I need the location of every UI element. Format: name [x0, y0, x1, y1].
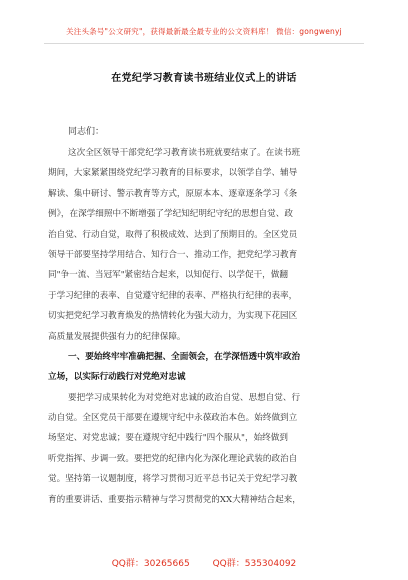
section-heading-line: 一、要始终牢牢准确把握、全面领会，在学深悟透中筑牢政治	[68, 351, 301, 362]
paragraph-line: 领导干部要坚持学用结合、知行合一、推动工作，把党纪学习教育	[48, 249, 298, 260]
paragraph-line: 动自觉。全区党员干部要在遵规守纪中永葆政治本色。始终做到立	[48, 413, 298, 424]
header-divider	[44, 43, 364, 44]
paragraph-line: 育的重要讲话、重要指示精神与学习贯彻党的XX大精神结合起来，	[48, 494, 301, 505]
paragraph-line: 高质量发展提供强有力的纪律保障。	[48, 331, 186, 342]
qq-group-1: QQ群：30265665	[111, 559, 190, 569]
document-title: 在党纪学习教育读书班结业仪式上的讲话	[111, 73, 297, 84]
section-heading-line: 立场，以实际行动践行对党绝对忠诚	[48, 372, 186, 383]
paragraph-line: 觉。坚持第一议题制度，将学习贯彻习近平总书记关于党纪学习教	[48, 474, 298, 485]
paragraph-line: 切实把党纪学习教育焕发的热情转化为强大动力，为实现下花园区	[48, 311, 298, 322]
salutation: 同志们：	[68, 127, 105, 137]
paragraph-line: 于学习纪律的表率、自觉遵守纪律的表率、严格执行纪律的表率，	[48, 290, 298, 301]
footer-contact	[0, 556, 408, 569]
paragraph-line: 治自觉、行动自觉，取得了积极成效、达到了预期目的。全区党员	[48, 229, 298, 240]
paragraph-line: 听党指挥、步调一致。要把党的纪律内化为深化理论武装的政治自	[48, 453, 298, 464]
paragraph-line: 期间，大家紧紧围绕党纪学习教育的目标要求，以领学自学、辅导	[48, 168, 298, 179]
paragraph-line: 解读、集中研讨、警示教育等方式，原原本本、逐章逐条学习《条	[48, 188, 298, 199]
document-body	[48, 143, 366, 510]
paragraph-line: 要把学习成果转化为对党绝对忠诚的政治自觉、思想自觉、行	[68, 392, 301, 403]
header-banner: 关注头条号"公文研究"，获得最新最全最专业的公文资料库！ 微信：gongwenyj	[66, 27, 342, 36]
paragraph-line: 这次全区领导干部党纪学习教育读书班就要结束了。在读书班	[68, 148, 301, 158]
paragraph-line: 例》，在深学细照中不断增强了学纪知纪明纪守纪的思想自觉、政	[48, 209, 293, 220]
paragraph-line: 场坚定、对党忠诚；要在遵规守纪中践行"四个服从"，始终做到	[48, 433, 288, 444]
qq-group-2: QQ群：535304092	[212, 559, 297, 569]
paragraph-line: 同"争一流、当冠军"紧密结合起来，以知促行、以学促干，做翻	[48, 270, 288, 281]
